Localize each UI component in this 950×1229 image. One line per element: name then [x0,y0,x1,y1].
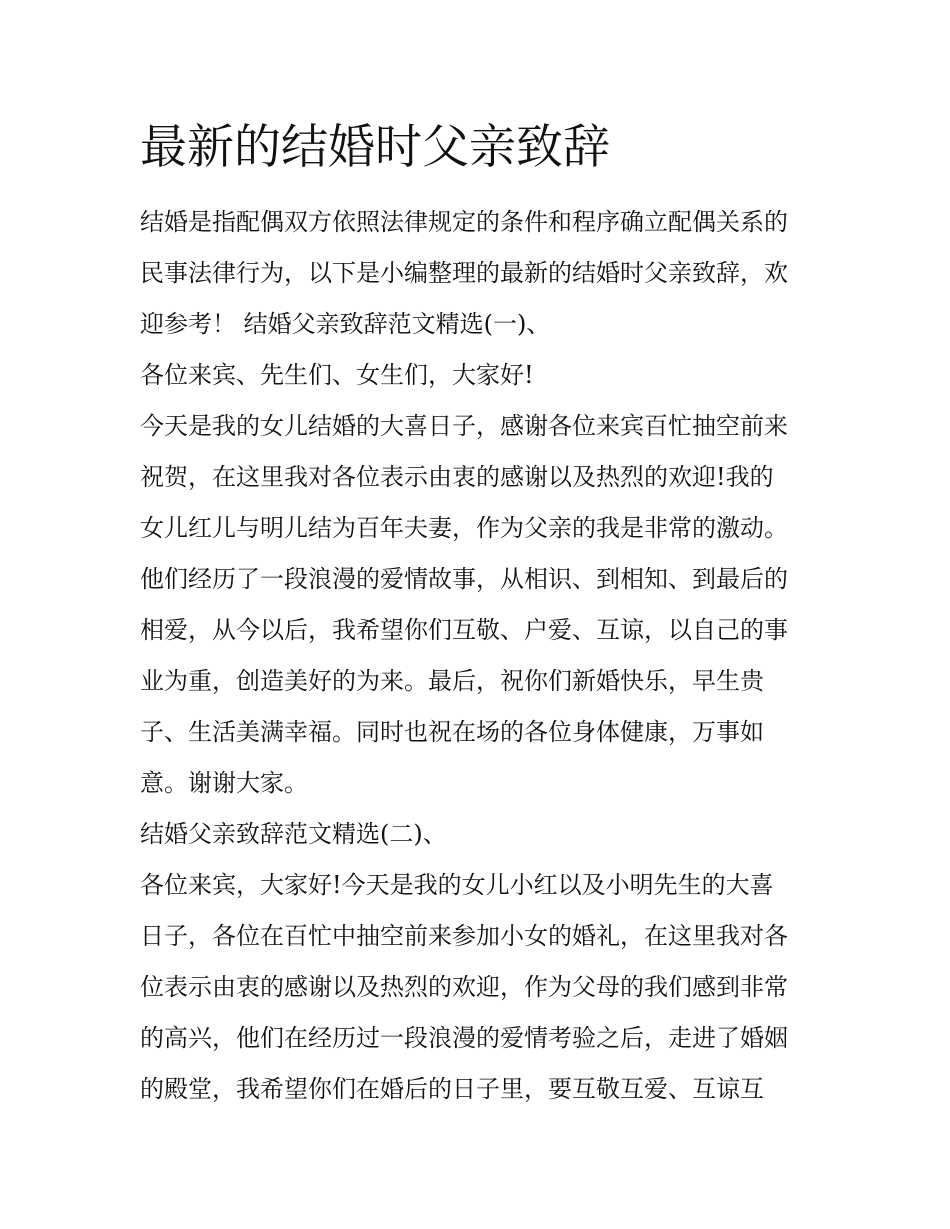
text-line: 日子，各位在百忙中抽空前来参加小女的婚礼，在这里我对各 [140,922,788,950]
text-line: 迎参考！ 结婚父亲致辞范文精选(一)、 [140,310,551,338]
text-line: 他们经历了一段浪漫的爱情故事，从相识、到相知、到最后的 [140,565,788,593]
text-line: 相爱，从今以后，我希望你们互敬、户爱、互谅，以自己的事 [140,616,788,644]
text-line: 业为重，创造美好的为来。最后，祝你们新婚快乐，早生贵 [140,667,764,695]
text-line: 今天是我的女儿结婚的大喜日子，感谢各位来宾百忙抽空前来 [140,412,788,440]
text-line: 女儿红儿与明儿结为百年夫妻，作为父亲的我是非常的激动。 [140,514,788,542]
text-line: 结婚父亲致辞范文精选(二)、 [140,820,447,848]
text-line: 位表示由衷的感谢以及热烈的欢迎，作为父母的我们感到非常 [140,973,788,1001]
text-line: 民事法律行为，以下是小编整理的最新的结婚时父亲致辞，欢 [140,259,788,287]
text-line: 各位来宾、先生们、女生们，大家好! [140,361,534,389]
document-title: 最新的结婚时父亲致辞 [140,120,610,175]
text-line: 祝贺，在这里我对各位表示由衷的感谢以及热烈的欢迎!我的 [140,463,774,491]
text-line: 的高兴，他们在经历过一段浪漫的爱情考验之后，走进了婚姻 [140,1024,788,1052]
text-line: 各位来宾，大家好!今天是我的女儿小红以及小明先生的大喜 [140,871,774,899]
text-line: 的殿堂，我希望你们在婚后的日子里，要互敬互爱、互谅互 [140,1075,764,1103]
text-line: 结婚是指配偶双方依照法律规定的条件和程序确立配偶关系的 [140,208,788,236]
text-line: 意。谢谢大家。 [140,769,308,797]
text-line: 子、生活美满幸福。同时也祝在场的各位身体健康，万事如 [140,718,764,746]
